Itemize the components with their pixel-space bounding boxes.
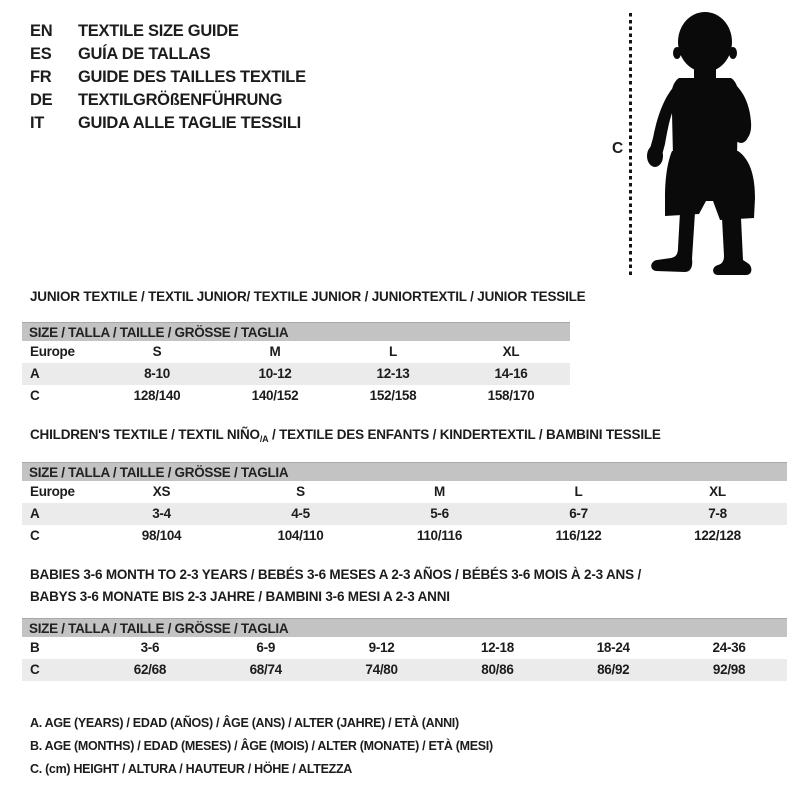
title-text: / TEXTILE DES ENFANTS / KINDERTEXTIL / BAMBINI TESSILE bbox=[268, 427, 661, 442]
table-cell: 122/128 bbox=[694, 528, 741, 543]
table-cell: 92/98 bbox=[712, 662, 746, 677]
row-label: A bbox=[30, 506, 40, 521]
row-label: A bbox=[30, 366, 40, 381]
note-b: B. AGE (MONTHS) / EDAD (MESES) / ÂGE (MOIS) / ALTER (MONATE) / ETÀ (MESI) bbox=[30, 739, 493, 753]
size-col-header: XL bbox=[709, 484, 726, 499]
table-cell: 24-36 bbox=[712, 640, 746, 655]
table-cell: 9-12 bbox=[368, 640, 395, 655]
table-row-c bbox=[22, 659, 787, 681]
size-col-header: S bbox=[296, 484, 305, 499]
junior-size-table bbox=[22, 322, 570, 407]
table-cell: 12-18 bbox=[480, 640, 514, 655]
table-cell: 116/122 bbox=[555, 528, 602, 543]
row-label: C bbox=[30, 528, 40, 543]
note-c: C. (cm) HEIGHT / ALTURA / HAUTEUR / HÖHE / ALTEZZA bbox=[30, 762, 353, 776]
row-label: B bbox=[30, 640, 40, 655]
language-code: FR bbox=[30, 68, 52, 86]
table-cell: 3-6 bbox=[140, 640, 160, 655]
language-list bbox=[30, 20, 306, 135]
title-text: CHILDREN'S TEXTILE / TEXTIL NIÑO bbox=[30, 427, 260, 442]
legend-notes bbox=[30, 712, 493, 781]
table-cell: 10-12 bbox=[258, 366, 292, 381]
table-cell: 6-7 bbox=[569, 506, 588, 521]
table-cell: 110/116 bbox=[416, 528, 463, 543]
title-subscript: /A bbox=[259, 434, 269, 444]
size-col-header: XL bbox=[502, 344, 520, 359]
table-cell: 140/152 bbox=[251, 388, 299, 403]
language-row-es bbox=[30, 43, 306, 66]
table-cell: 98/104 bbox=[141, 528, 182, 543]
children-section-title bbox=[30, 427, 661, 447]
junior-section-title: JUNIOR TEXTILE / TEXTIL JUNIOR/ TEXTILE JUNIOR / JUNIORTEXTIL / JUNIOR TESSILE bbox=[30, 289, 586, 304]
row-label: C bbox=[30, 662, 40, 677]
language-row-fr bbox=[30, 66, 306, 89]
language-label: TEXTILGRÖßENFÜHRUNG bbox=[78, 91, 283, 109]
table-cell: 68/74 bbox=[249, 662, 282, 677]
table-header-bar: SIZE / TALLA / TAILLE / GRÖSSE / TAGLIA bbox=[22, 462, 787, 481]
table-cell: 8-10 bbox=[144, 366, 170, 381]
babies-size-table bbox=[22, 618, 787, 681]
table-row-europe bbox=[22, 481, 787, 503]
size-col-header: XS bbox=[152, 484, 171, 499]
table-cell: 5-6 bbox=[430, 506, 449, 521]
size-col-header: M bbox=[434, 484, 445, 499]
language-code: IT bbox=[30, 114, 45, 132]
language-row-de bbox=[30, 89, 306, 112]
language-row-it bbox=[30, 112, 306, 135]
language-row-en bbox=[30, 20, 306, 43]
height-measure-dotted-line bbox=[629, 13, 632, 278]
table-header-bar: SIZE / TALLA / TAILLE / GRÖSSE / TAGLIA bbox=[22, 322, 570, 341]
table-cell: 3-4 bbox=[152, 506, 171, 521]
language-label: GUIDA ALLE TAGLIE TESSILI bbox=[78, 114, 301, 132]
toddler-silhouette-icon bbox=[645, 8, 767, 280]
language-code: DE bbox=[30, 91, 53, 109]
row-label: Europe bbox=[30, 344, 75, 359]
language-label: GUIDE DES TAILLES TEXTILE bbox=[78, 68, 306, 86]
note-a: A. AGE (YEARS) / EDAD (AÑOS) / ÂGE (ANS) / ALTER (JAHRE) / ETÀ (ANNI) bbox=[30, 716, 459, 730]
language-label: TEXTILE SIZE GUIDE bbox=[78, 22, 239, 40]
table-cell: 14-16 bbox=[494, 366, 528, 381]
height-measure-label: C bbox=[612, 140, 623, 157]
children-size-table bbox=[22, 462, 787, 547]
table-cell: 104/110 bbox=[277, 528, 324, 543]
row-label: C bbox=[30, 388, 40, 403]
babies-section-title bbox=[30, 564, 641, 608]
table-row-a bbox=[22, 503, 787, 525]
table-row-c bbox=[22, 385, 570, 407]
table-row-europe bbox=[22, 341, 570, 363]
size-col-header: S bbox=[152, 344, 162, 359]
title-line-1: BABIES 3-6 MONTH TO 2-3 YEARS / BEBÉS 3-6 MESES A 2-3 AÑOS / BÉBÉS 3-6 MOIS À 2-3 ANS / bbox=[30, 567, 641, 582]
table-cell: 62/68 bbox=[133, 662, 167, 677]
table-cell: 158/170 bbox=[487, 388, 535, 403]
table-row-c bbox=[22, 525, 787, 547]
table-cell: 7-8 bbox=[708, 506, 727, 521]
size-col-header: L bbox=[389, 344, 397, 359]
table-cell: 80/86 bbox=[481, 662, 514, 677]
row-label: Europe bbox=[30, 484, 75, 499]
table-row-a bbox=[22, 363, 570, 385]
table-cell: 12-13 bbox=[376, 366, 410, 381]
language-code: ES bbox=[30, 45, 52, 63]
table-cell: 74/80 bbox=[365, 662, 398, 677]
language-code: EN bbox=[30, 22, 53, 40]
table-cell: 18-24 bbox=[596, 640, 630, 655]
title-line-2: BABYS 3-6 MONATE BIS 2-3 JAHRE / BAMBINI 3-6 MESI A 2-3 ANNI bbox=[30, 589, 450, 604]
table-cell: 152/158 bbox=[369, 388, 417, 403]
table-cell: 128/140 bbox=[133, 388, 181, 403]
table-cell: 6-9 bbox=[256, 640, 276, 655]
table-cell: 86/92 bbox=[597, 662, 630, 677]
table-row-b bbox=[22, 637, 787, 659]
size-col-header: L bbox=[574, 484, 583, 499]
size-col-header: M bbox=[269, 344, 281, 359]
table-cell: 4-5 bbox=[291, 506, 310, 521]
table-header-bar: SIZE / TALLA / TAILLE / GRÖSSE / TAGLIA bbox=[22, 618, 787, 637]
language-label: GUÍA DE TALLAS bbox=[78, 45, 211, 63]
